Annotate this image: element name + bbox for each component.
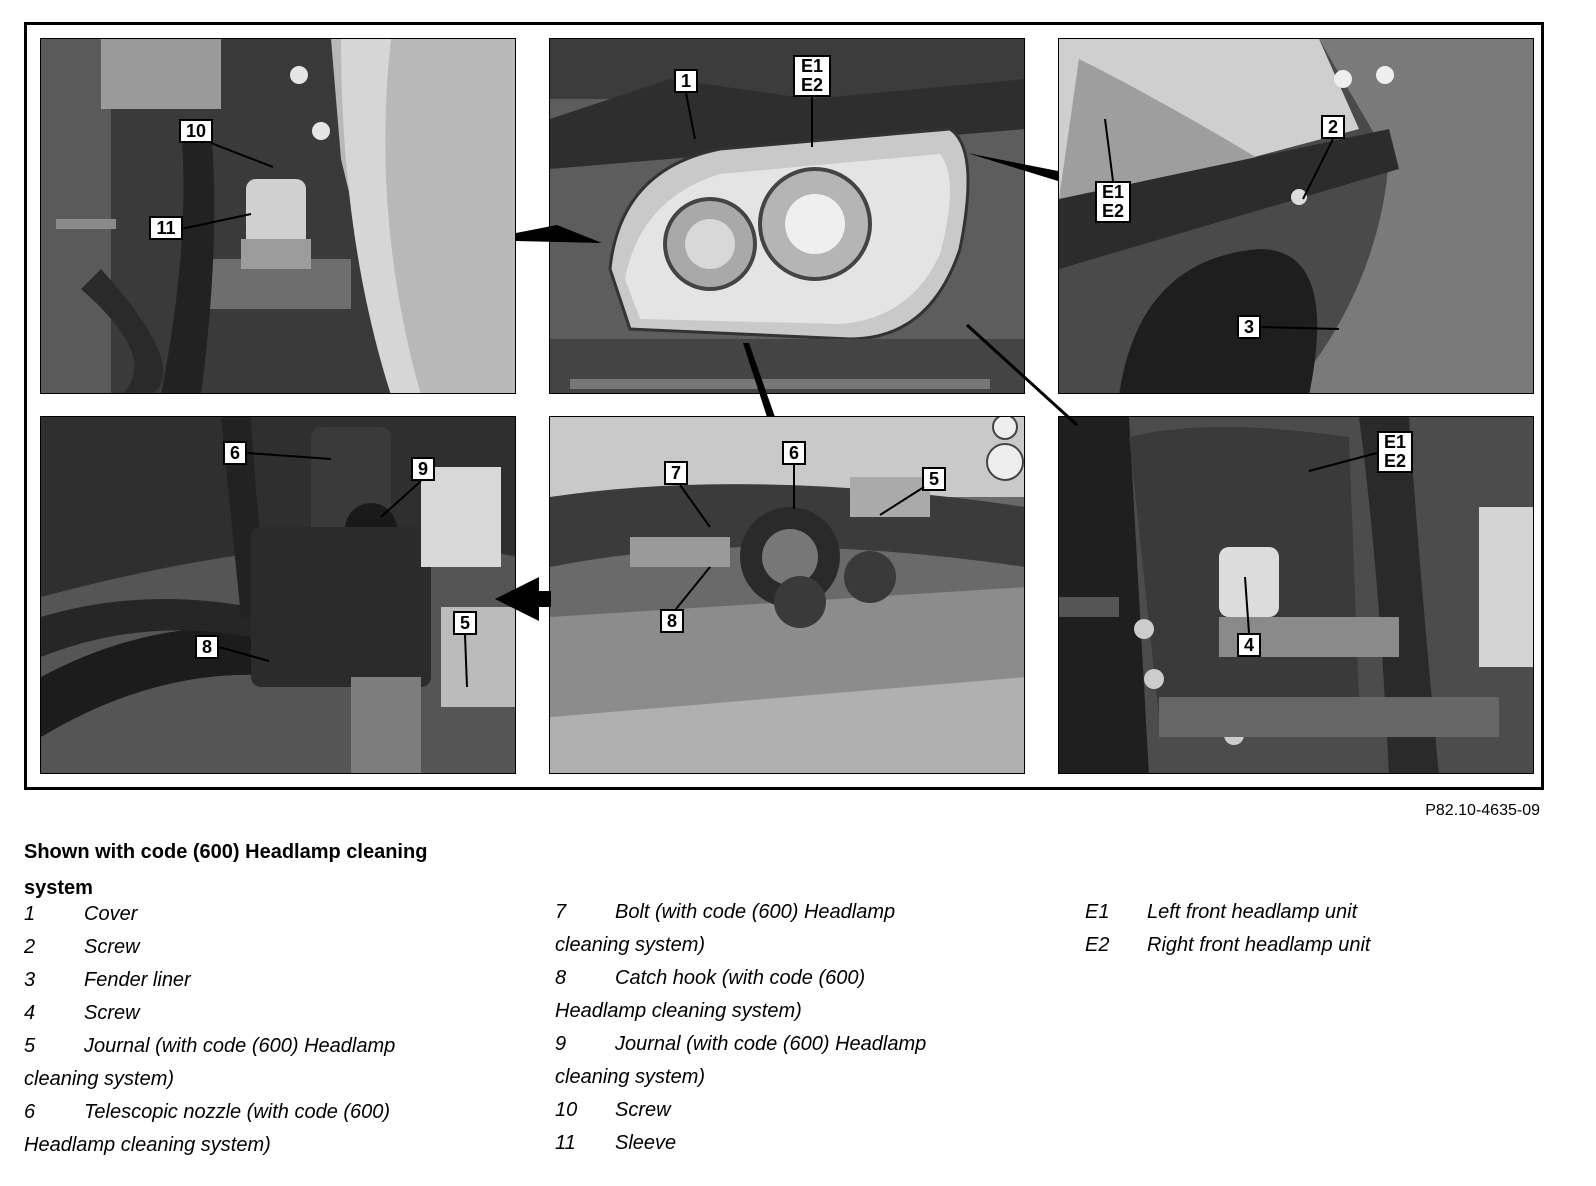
callout-10: 10: [179, 119, 213, 143]
legend-item-continuation: cleaning system): [555, 934, 706, 956]
photo-panel-fender-liner: [1058, 38, 1534, 394]
legend-item-continuation: Headlamp cleaning system): [555, 1000, 802, 1022]
legend-item: 3 Fender liner: [24, 969, 191, 991]
callout-6: 6: [223, 441, 247, 465]
callout-6: 6: [782, 441, 806, 465]
legend-item: 8 Catch hook (with code (600): [555, 967, 866, 989]
callout-7: 7: [664, 461, 688, 485]
photo-nozzle-mount: [550, 417, 1025, 774]
callout-8: 8: [195, 635, 219, 659]
legend-item: E2 Right front headlamp unit: [1085, 934, 1371, 956]
legend-item: 9 Journal (with code (600) Headlamp: [555, 1033, 927, 1055]
legend-item: 2 Screw: [24, 936, 140, 958]
photo-panel-telescopic-nozzle: [40, 416, 516, 774]
callout-9: 9: [411, 457, 435, 481]
photo-headlamp-overview: [550, 39, 1025, 394]
legend-item: E1 Left front headlamp unit: [1085, 901, 1358, 923]
photo-panel-nozzle-mount: [549, 416, 1025, 774]
callout-3: 3: [1237, 315, 1261, 339]
photo-telescopic-nozzle: [41, 417, 516, 774]
callout-5: 5: [922, 467, 946, 491]
legend-heading: Shown with code (600) Headlamp cleaning system: [24, 841, 428, 899]
callout-E1-E2: E1 E2: [1377, 431, 1413, 473]
photo-sleeve-closeup: [41, 39, 516, 394]
figure-frame: [24, 22, 1544, 790]
figure-reference: P82.10-4635-09: [1425, 802, 1540, 819]
photo-headlamp-mount: [1059, 417, 1534, 774]
callout-1: 1: [674, 69, 698, 93]
callout-2: 2: [1321, 115, 1345, 139]
photo-panel-headlamp-mount: [1058, 416, 1534, 774]
legend-item: 11 Sleeve: [555, 1132, 677, 1154]
legend-item: 1 Cover: [24, 903, 138, 925]
photo-panel-sleeve: [40, 38, 516, 394]
photo-panel-headlamp: [549, 38, 1025, 394]
legend-item: 6 Telescopic nozzle (with code (600): [24, 1101, 391, 1123]
callout-E1-E2: E1 E2: [793, 55, 831, 97]
callout-4: 4: [1237, 633, 1261, 657]
callout-E1-E2: E1 E2: [1095, 181, 1131, 223]
legend-item-continuation: cleaning system): [555, 1066, 706, 1088]
legend-item: 7 Bolt (with code (600) Headlamp: [555, 901, 896, 923]
legend-item-continuation: Headlamp cleaning system): [24, 1134, 271, 1156]
legend-item-continuation: cleaning system): [24, 1068, 175, 1090]
callout-11: 11: [149, 216, 183, 240]
callout-8: 8: [660, 609, 684, 633]
legend-column-2: [555, 896, 1015, 1160]
legend-item: 10 Screw: [555, 1099, 671, 1121]
callout-5: 5: [453, 611, 477, 635]
legend-item: 5 Journal (with code (600) Headlamp: [24, 1035, 396, 1057]
legend-item: 4 Screw: [24, 1002, 140, 1024]
legend-column-3: [1085, 896, 1505, 962]
legend-column-1: [24, 898, 484, 1162]
